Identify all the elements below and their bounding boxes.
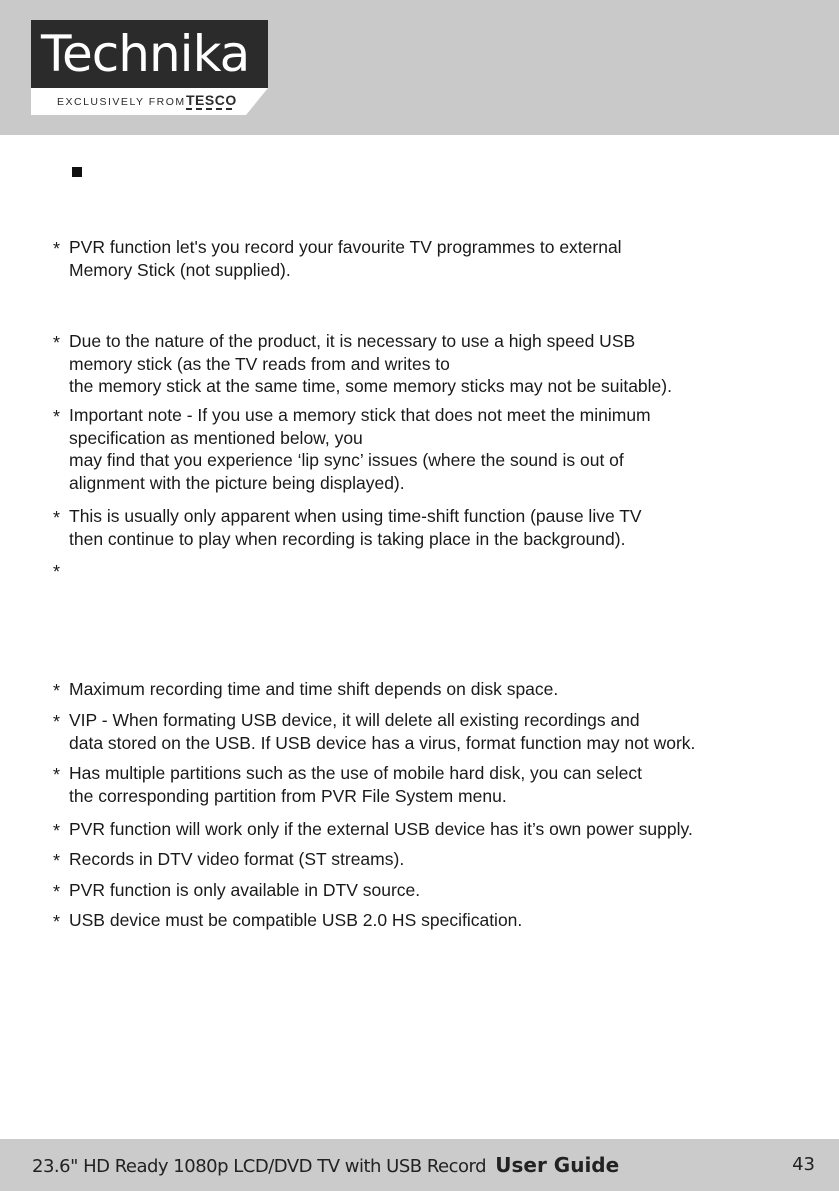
bullet-line: alignment with the picture being displayed).	[69, 472, 405, 493]
footer-title	[32, 1153, 619, 1177]
bullet-text	[69, 879, 420, 902]
bullet-line: This is usually only apparent when using time-shift function (pause live TV	[69, 506, 642, 526]
tesco-underline-icon	[186, 108, 232, 112]
bullet-text	[69, 909, 522, 932]
bullet-line: Records in DTV video format (ST streams).	[69, 849, 405, 869]
bullet-line: Important note - If you use a memory stick that does not meet the minimum	[69, 405, 651, 425]
asterisk-icon: *	[53, 912, 61, 932]
bullet-line: Memory Stick (not supplied).	[69, 259, 291, 280]
bullet-line: then continue to play when recording is taking place in the background).	[69, 528, 626, 549]
logo-dark-panel	[31, 20, 268, 88]
logo-tagline: EXCLUSIVELY FROM	[57, 96, 186, 108]
section-square-bullet-icon	[72, 167, 82, 177]
bullet-line: may find that you experience ‘lip sync’ issues (where the sound is out of	[69, 450, 624, 470]
logo-fold-corner	[246, 88, 268, 115]
bullet-text	[69, 236, 622, 281]
bullet-line: Maximum recording time and time shift depends on disk space.	[69, 679, 559, 699]
bullet-text	[69, 404, 651, 494]
asterisk-icon: *	[53, 407, 61, 427]
bullet-line: VIP - When formating USB device, it will delete all existing recordings and	[69, 710, 640, 730]
bullet-line: PVR function let's you record your favourite TV programmes to external	[69, 237, 622, 257]
bullet-line: Has multiple partitions such as the use of mobile hard disk, you can select	[69, 763, 642, 783]
footer-user-guide: User Guide	[495, 1153, 620, 1177]
bullet-text	[69, 848, 404, 871]
tesco-logo: TESCO	[186, 92, 237, 108]
asterisk-icon: *	[53, 765, 61, 785]
bullet-line: PVR function will work only if the external USB device has it’s own power supply.	[69, 819, 693, 839]
bullet-text	[69, 678, 558, 701]
bullet-line: data stored on the USB. If USB device has a virus, format function may not work.	[69, 732, 696, 753]
asterisk-icon: *	[53, 562, 61, 582]
asterisk-icon: *	[53, 333, 61, 353]
bullet-text	[69, 762, 642, 807]
bullet-text	[69, 709, 695, 754]
bullet-line: PVR function is only available in DTV source.	[69, 880, 421, 900]
logo-wordmark: Technika	[41, 25, 250, 83]
bullet-line: memory stick (as the TV reads from and writes to	[69, 353, 450, 374]
bullet-line: specification as mentioned below, you	[69, 427, 363, 448]
asterisk-icon: *	[53, 239, 61, 259]
asterisk-icon: *	[53, 882, 61, 902]
bullet-line: USB device must be compatible USB 2.0 HS specification.	[69, 910, 523, 930]
bullet-line: Due to the nature of the product, it is necessary to use a high speed USB	[69, 331, 636, 351]
asterisk-icon: *	[53, 712, 61, 732]
asterisk-icon: *	[53, 508, 61, 528]
asterisk-icon: *	[53, 851, 61, 871]
bullet-line: the memory stick at the same time, some memory sticks may not be suitable).	[69, 376, 672, 396]
page-header	[0, 0, 839, 135]
page-number: 43	[792, 1154, 815, 1175]
asterisk-icon: *	[53, 681, 61, 701]
bullet-line: the corresponding partition from PVR File System menu.	[69, 785, 507, 806]
logo-tagline-strip	[31, 88, 268, 115]
bullet-text	[69, 505, 642, 550]
footer-product-name: 23.6" HD Ready 1080p LCD/DVD TV with USB Record	[32, 1156, 487, 1177]
bullet-text	[69, 330, 672, 398]
technika-logo	[31, 20, 268, 115]
page-footer	[0, 1139, 839, 1191]
asterisk-icon: *	[53, 821, 61, 841]
bullet-text	[69, 818, 693, 841]
